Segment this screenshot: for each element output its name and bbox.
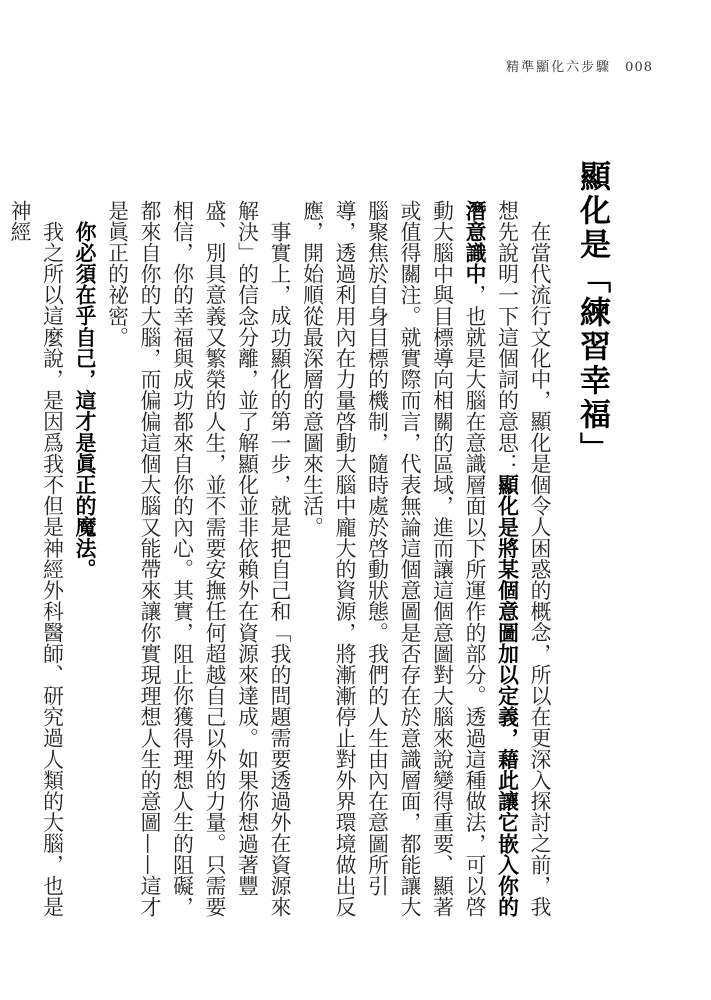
- body-text: [7, 200, 555, 920]
- bold-subheading: 你必須在乎自己，這才是眞正的魔法。: [72, 220, 96, 580]
- section-heading: 顯化是「練習幸福」: [574, 160, 610, 466]
- paragraph-3: 我之所以這麼說，是因爲我不但是神經外科醫師、研究過人類的大腦，也是神經: [7, 200, 64, 918]
- paragraph-1: [295, 200, 555, 920]
- paragraph-1-rest: ，也就是大腦在意識層面以下所運作的部分。透過這種做法，可以啓動大腦中與目標導向相關的區域，進而讓這個意圖對大腦來說變得重要、顯著或值得關注。就實際而言，代表無論這個意圖是否存在於意識層面，都能讓大腦聚焦於自身目標的機制，隨時處於啓動狀態。我們的人生由內在意圖所引導，透過利用內在力量啓動大腦中龐大的資源，將漸漸停止對外界環境做出反應，開始順從最深層的意圖來生活。: [299, 200, 486, 918]
- running-header: [506, 56, 653, 75]
- book-title: 精準顯化六步驟: [506, 60, 612, 75]
- page-number: 008: [625, 60, 653, 75]
- paragraph-1-intro: 在當代流行文化中，顯化是個令人困惑的概念，所以在更深入探討之前，我想先說明一下這個詞的意思：: [494, 200, 551, 918]
- paragraph-1-bold-definition: 顯化是將某個意圖加以定義，藉此讓它嵌入你的潛意識中: [462, 200, 519, 918]
- paragraph-2: 事實上，成功顯化的第一步，就是把自己和「我的問題需要透過外在資源來解決」的信念分離，並了解顯化並非依賴外在資源來達成。如果你想過著豐盛、別具意義又繁榮的人生，並不需要安撫任何超越自己以外的力量。只需要相信，你的幸福與成功都來自你的內心。其實，阻止你獲得理想人生的阻礙，都來自你的大腦，而偏偏這個大腦又能帶來讓你實現理想人生的意圖——這才是眞正的祕密。: [104, 200, 291, 918]
